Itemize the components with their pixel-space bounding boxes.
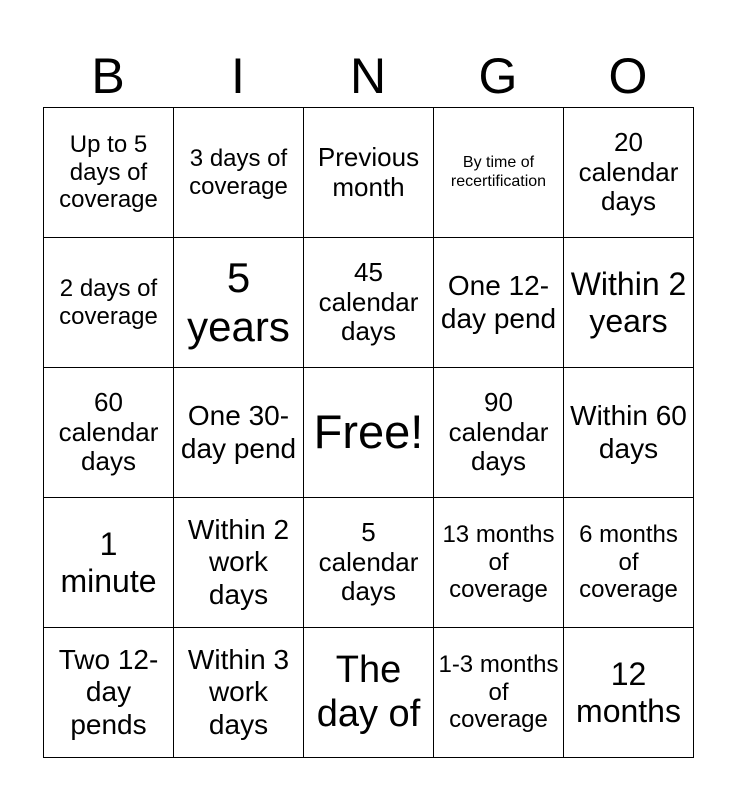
bingo-cell[interactable]: 90 calendar days [434,368,564,498]
header-letter-b: B [91,48,125,104]
bingo-cell[interactable]: Within 2 work days [174,498,304,628]
bingo-cell[interactable]: The day of [304,628,434,758]
bingo-cell[interactable]: Two 12-day pends [44,628,174,758]
bingo-cell[interactable]: 1 minute [44,498,174,628]
board-row [44,628,694,758]
header-letter-g: G [478,48,518,104]
bingo-cell[interactable]: By time of recertification [434,108,564,238]
board-row [44,498,694,628]
board-row [44,238,694,368]
bingo-cell[interactable]: 12 months [564,628,694,758]
bingo-cell[interactable]: 5 calendar days [304,498,434,628]
bingo-cell[interactable]: 13 months of coverage [434,498,564,628]
bingo-cell[interactable]: 3 days of coverage [174,108,304,238]
bingo-cell[interactable]: 1-3 months of coverage [434,628,564,758]
bingo-cell[interactable]: 20 calendar days [564,108,694,238]
bingo-cell[interactable]: 60 calendar days [44,368,174,498]
free-cell[interactable]: Free! [304,368,434,498]
bingo-cell[interactable]: One 12-day pend [434,238,564,368]
bingo-cell[interactable]: Previous month [304,108,434,238]
bingo-cell[interactable]: 45 calendar days [304,238,434,368]
header-letter-n: N [349,48,387,104]
board-row [44,108,694,238]
header-letter-o: O [608,48,648,104]
bingo-cell[interactable]: Within 2 years [564,238,694,368]
bingo-cell[interactable]: One 30-day pend [174,368,304,498]
bingo-board [43,107,694,758]
bingo-header [43,44,693,108]
board-row [44,368,694,498]
bingo-cell[interactable]: Within 60 days [564,368,694,498]
header-letter-i: I [231,48,245,104]
bingo-cell[interactable]: Up to 5 days of coverage [44,108,174,238]
bingo-cell[interactable]: 6 months of coverage [564,498,694,628]
bingo-cell[interactable]: 2 days of coverage [44,238,174,368]
bingo-cell[interactable]: Within 3 work days [174,628,304,758]
bingo-cell[interactable]: 5 years [174,238,304,368]
